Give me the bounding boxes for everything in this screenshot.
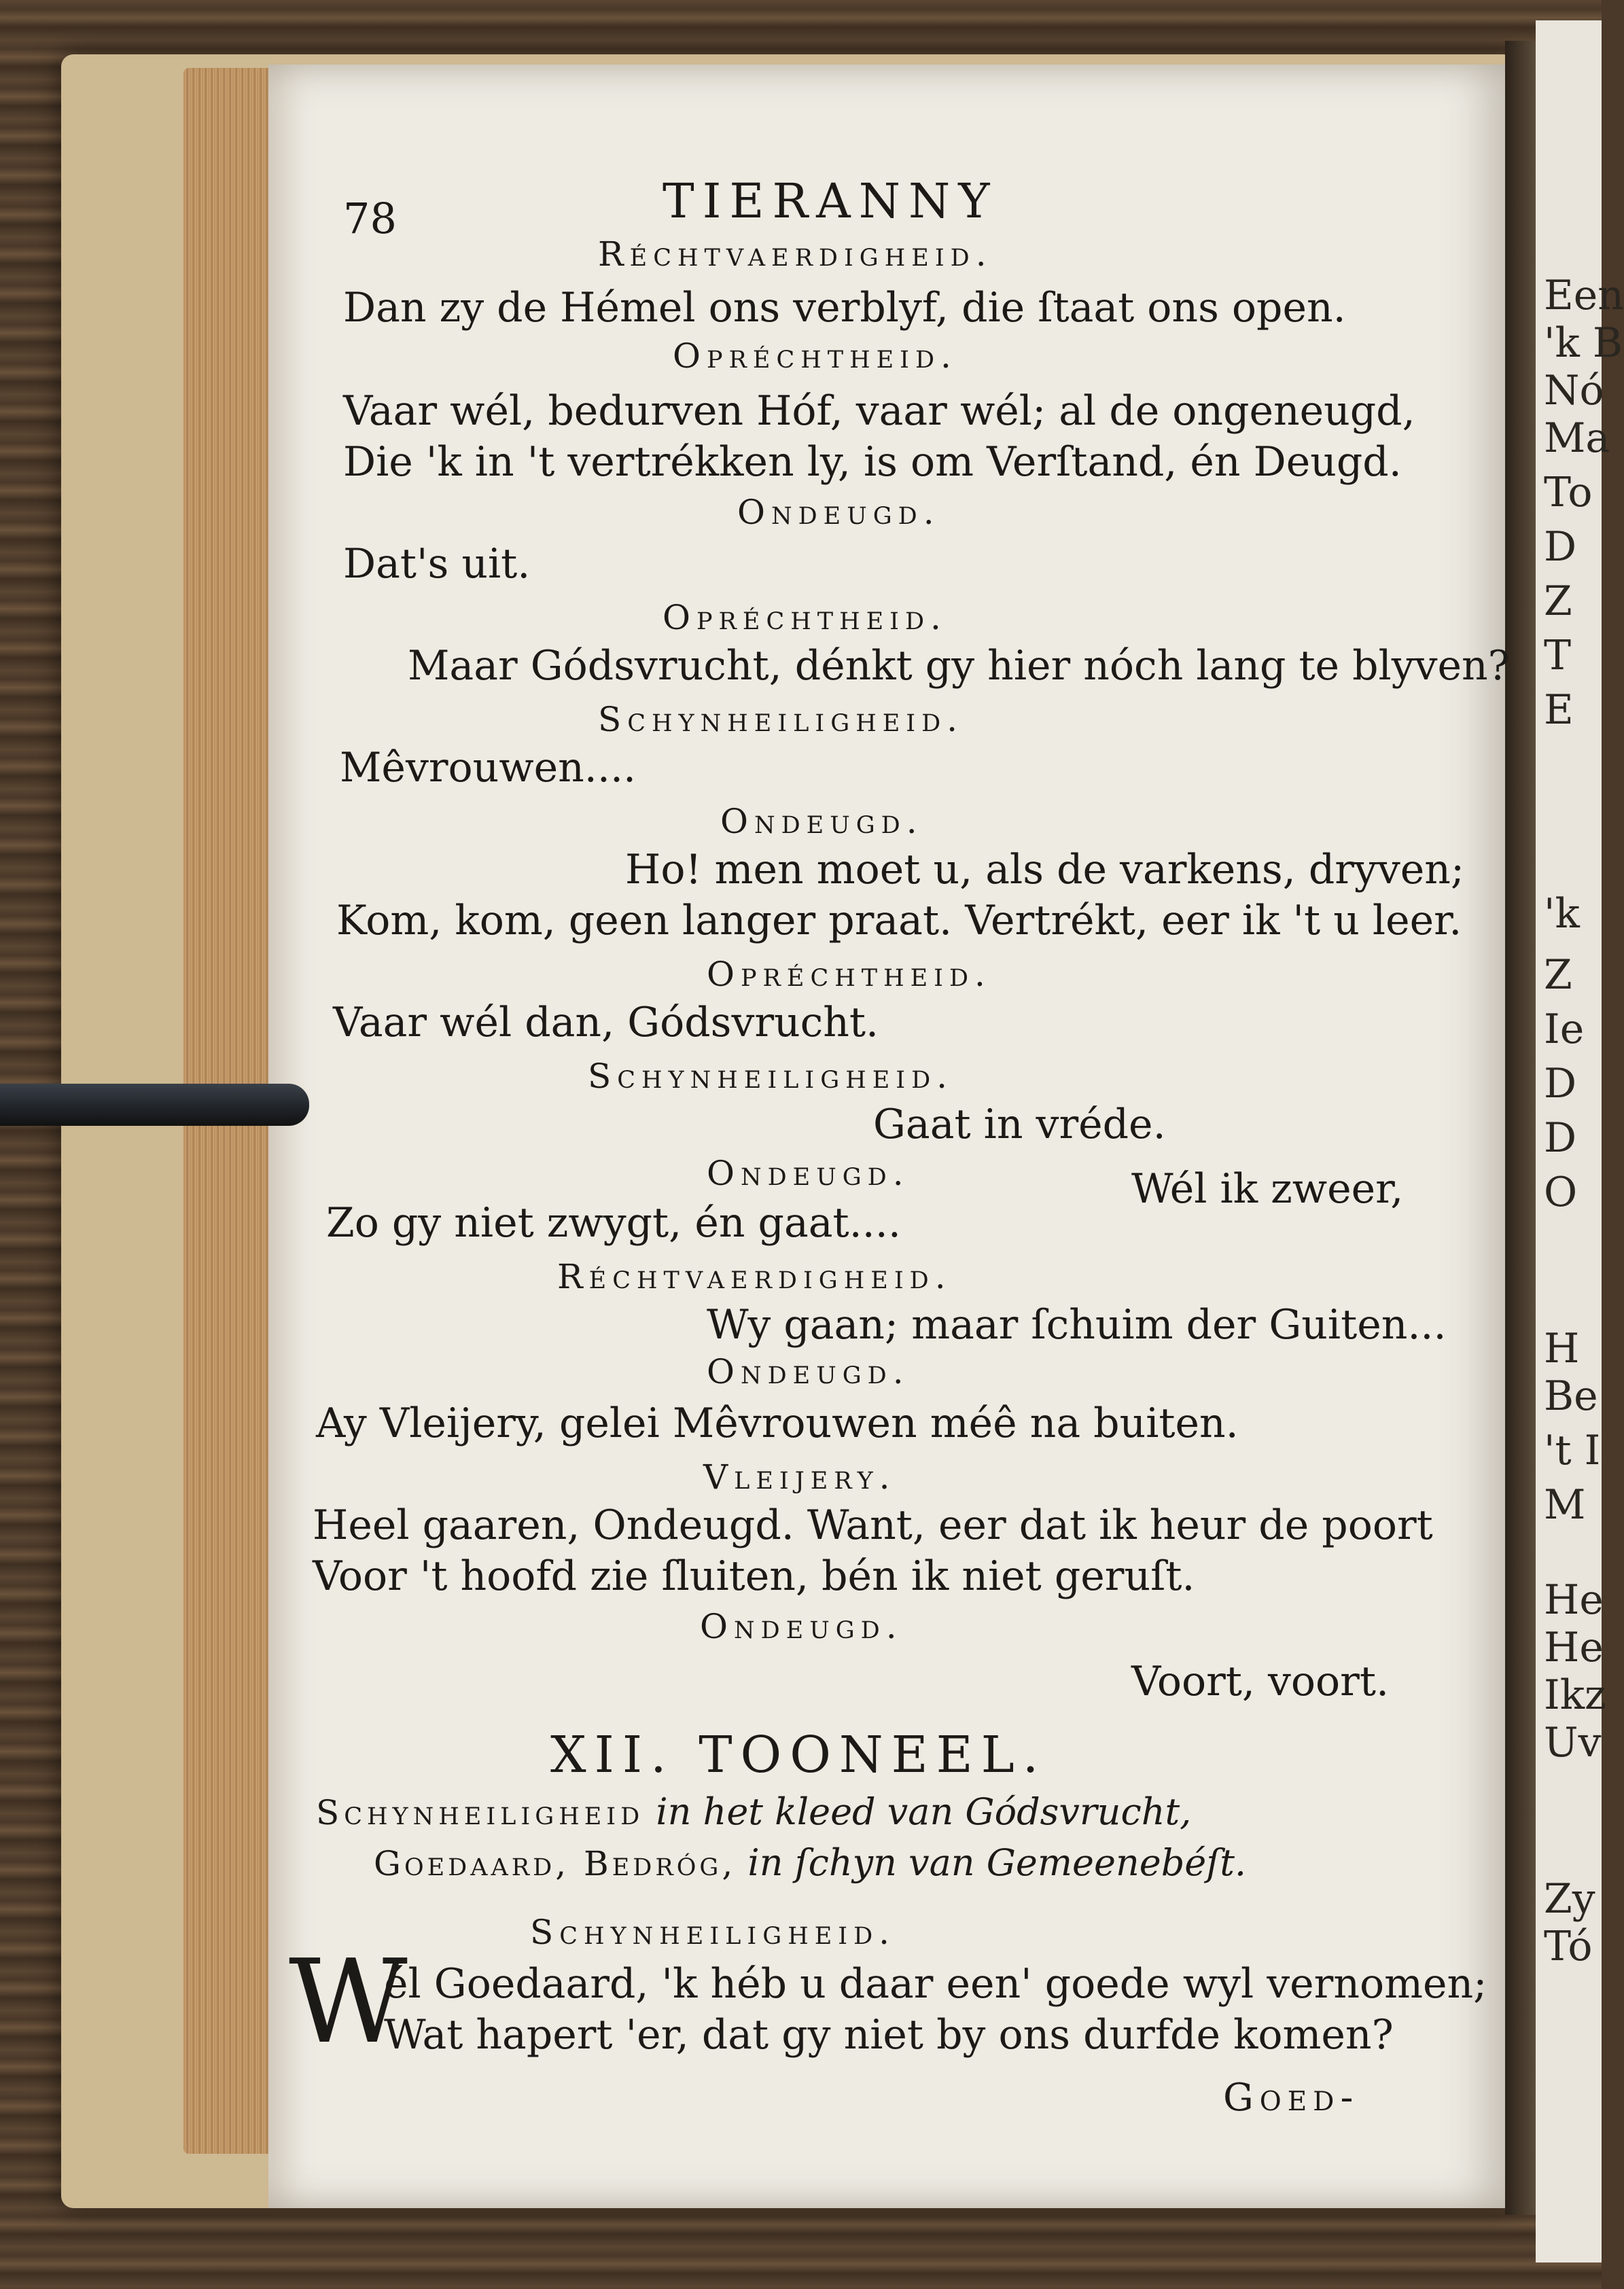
stage-direction-line (374, 1841, 1246, 1884)
facing-fragment: Z (1544, 578, 1572, 625)
facing-fragment: Nó (1544, 367, 1604, 414)
speaker-name: Ondeugd. (707, 1154, 910, 1193)
facing-fragment: Ikz (1544, 1671, 1606, 1719)
verse-line: Dan zy de Hémel ons verblyf, die ſtaat ons open. (343, 284, 1346, 332)
verse-line: Gaat in vréde. (873, 1101, 1166, 1148)
verse-line: Vaar wél, bedurven Hóf, vaar wél; al de ongeneugd, (343, 387, 1415, 435)
verse-line: él Goedaard, 'k héb u daar een' goede wyl vernomen; (384, 1960, 1487, 2008)
verse-line: Zo gy niet zwygt, én gaat.... (326, 1199, 901, 1247)
facing-fragment: Z (1544, 951, 1572, 999)
speaker-name: Ondeugd. (707, 1352, 910, 1391)
facing-fragment: Tó (1544, 1923, 1593, 1970)
verse-line: Dat's uit. (343, 540, 531, 588)
facing-fragment: 't I (1544, 1427, 1601, 1474)
facing-fragment: Ma (1544, 414, 1610, 462)
speaker-name: Ondeugd. (700, 1607, 903, 1646)
verse-line: Die 'k in 't vertrékken ly, is om Verſtand, én Deugd. (343, 438, 1402, 486)
verse-line: Kom, kom, geen langer praat. Vertrékt, eer ik 't u leer. (336, 897, 1462, 944)
facing-page (1536, 20, 1624, 2263)
verse-line: Maar Gódsvrucht, dénkt gy hier nóch lang te blyven? (408, 642, 1510, 690)
facing-fragment: D (1544, 523, 1577, 571)
speaker-name: Opréchtheid. (673, 336, 957, 376)
verse-line: Mêvrouwen.... (340, 744, 637, 792)
character-names: Goedaard, Bedróg, (374, 1844, 737, 1883)
verse-line: Wy gaan; maar ſchuim der Guiten... (707, 1301, 1447, 1349)
facing-fragment: He (1544, 1624, 1604, 1671)
catchword: Goed- (1223, 2076, 1360, 2120)
facing-fragment: O (1544, 1169, 1578, 1216)
drop-cap: W (289, 1935, 408, 2070)
facing-fragment: Een (1544, 272, 1624, 319)
stage-direction-text: in ſchyn van Gemeenebéſt. (736, 1841, 1247, 1884)
facing-fragment: Zy (1544, 1875, 1595, 1923)
speaker-name: Schynheiligheid. (588, 1057, 954, 1096)
facing-fragment: E (1544, 686, 1574, 734)
facing-fragment: D (1544, 1114, 1577, 1162)
facing-fragment: He (1544, 1576, 1604, 1624)
speaker-name: Ondeugd. (720, 802, 923, 841)
facing-fragment: D (1544, 1060, 1577, 1107)
speaker-name: Ondeugd. (737, 493, 940, 532)
pen (0, 1084, 309, 1126)
verse-line: Ay Vleijery, gelei Mêvrouwen méê na buiten. (316, 1400, 1239, 1447)
facing-fragment: Be (1544, 1372, 1598, 1420)
facing-fragment: T (1544, 632, 1572, 679)
verse-line: Wél ik zweer, (1131, 1165, 1404, 1213)
facing-fragment: Ie (1544, 1006, 1585, 1053)
stage-direction-line (316, 1790, 1191, 1833)
stage-direction-text: in het kleed van Gódsvrucht, (644, 1790, 1192, 1833)
verse-line: Vaar wél dan, Gódsvrucht. (333, 999, 879, 1046)
speaker-name: Schynheiligheid. (598, 700, 964, 739)
verse-line: Ho! men moet u, als de varkens, dryven; (625, 846, 1465, 893)
running-title: TIERANNY (663, 173, 998, 229)
facing-fragment: To (1544, 469, 1593, 516)
facing-fragment: 'k (1544, 890, 1580, 938)
speaker-name: Opréchtheid. (663, 598, 947, 637)
scene-heading: XII. TOONEEL. (550, 1726, 1047, 1784)
facing-fragment: M (1544, 1481, 1586, 1529)
speaker-name: Réchtvaerdigheid. (557, 1257, 952, 1296)
facing-fragment: H (1544, 1325, 1580, 1372)
verse-line: Heel gaaren, Ondeugd. Want, eer dat ik heur de poort (313, 1502, 1433, 1549)
speaker-name: Opréchtheid. (707, 955, 991, 994)
character-names: Schynheiligheid (316, 1793, 645, 1832)
verse-line: Voort, voort. (1131, 1658, 1390, 1705)
page-number: 78 (343, 194, 397, 243)
speaker-name: Réchtvaerdigheid. (598, 234, 993, 274)
speaker-name: Schynheiligheid. (530, 1913, 896, 1952)
verse-line: Wat hapert 'er, dat gy niet by ons durfde komen? (384, 2011, 1394, 2059)
facing-fragment: 'k B (1544, 319, 1623, 367)
verse-line: Voor 't hoofd zie ſluiten, bén ik niet geruſt. (313, 1552, 1195, 1600)
speaker-name: Vleijery. (703, 1457, 896, 1497)
facing-fragment: Uv (1544, 1719, 1602, 1767)
